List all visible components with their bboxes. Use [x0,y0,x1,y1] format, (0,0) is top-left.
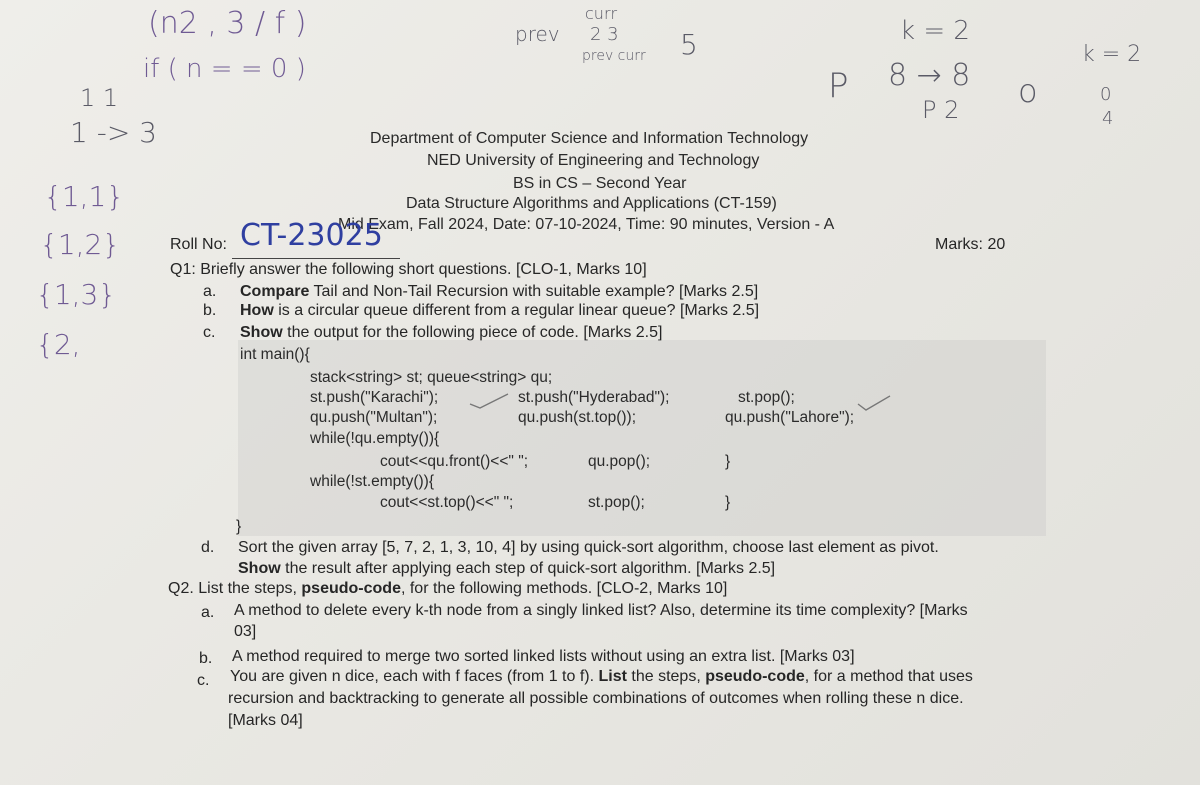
q1-c-body: the output for the following piece of code. [Marks 2.5] [282,324,663,341]
q2-c-text-2: recursion and backtracking to generate all possible combinations of outcomes when rolling these n dice. [228,690,964,707]
q1-c-label: c. [203,324,216,341]
university-title: NED University of Engineering and Technology [427,152,760,169]
q2-a-text-2: 03] [234,623,257,640]
q1-a-body: Tail and Non-Tail Recursion with suitable example? [Marks 2.5] [309,283,759,300]
q1-b-verb: How [240,302,274,319]
code-line-main: int main(){ [240,346,310,363]
q2-c-text-1a: You are given n dice, each with f faces (from 1 to f). [230,668,599,685]
handwritten-k2-right: k = 2 [1082,42,1142,67]
handwritten-set-2: {1,2} [40,228,121,261]
program-title: BS in CS – Second Year [513,175,687,192]
code-line-close-2: } [725,494,731,511]
code-line-st-pop: st.pop(); [738,389,795,406]
handwritten-right-0: 0 [1100,84,1112,105]
q2-c-bold-pseudo: pseudo-code [705,668,805,685]
q1-d-verb: Show [238,560,281,577]
roll-underline [232,258,400,259]
q1-a-label: a. [203,283,217,300]
q2-title-bold: pseudo-code [301,580,401,597]
pencil-tick-2 [856,394,896,414]
q2-title-a: Q2. List the steps, [168,580,302,597]
roll-number-handwritten: CT-23025 [240,218,383,253]
code-line-push-multan: qu.push("Multan"); [310,409,438,426]
handwritten-nums: 2 3 [590,24,619,45]
q1-a-verb: Compare [240,283,310,300]
roll-label: Roll No: [170,236,227,253]
q2-a-text-1: A method to delete every k-th node from a singly linked list? Also, determine its time complexity? [Marks [234,602,968,619]
marks-total: Marks: 20 [935,236,1006,253]
code-line-push-hyderabad: st.push("Hyderabad"); [518,389,670,406]
code-line-while-qu: while(!qu.empty()){ [310,430,440,447]
q1-b-label: b. [203,302,217,319]
handwritten-prev-curr: prev curr [582,48,646,64]
handwritten-p: P [828,66,849,106]
handwritten-sketch: 8 → 8 [888,58,971,93]
code-line-st-pop-2: st.pop(); [588,494,645,511]
q1-d-label: d. [201,539,215,556]
q1-b-text [240,302,759,320]
code-line-push-karachi: st.push("Karachi"); [310,389,439,406]
handwritten-circle: o [1018,72,1038,110]
handwritten-set-1: {1,1} [44,180,125,213]
code-line-push-lahore: qu.push("Lahore"); [725,409,855,426]
code-line-qu-pop: qu.pop(); [588,453,651,470]
exam-info: Mid Exam, Fall 2024, Date: 07-10-2024, Time: 90 minutes, Version - A [338,216,835,233]
code-line-cout-top: cout<<st.top()<<" "; [380,494,514,511]
q2-c-text-1b: the steps, [626,668,706,685]
handwritten-prev: prev [515,22,560,46]
handwritten-curr: curr [585,4,618,23]
handwritten-set-4: {2, [36,328,81,361]
q2-a-label: a. [201,604,215,621]
q2-title [168,580,727,598]
q2-c-label: c. [197,672,210,689]
code-line-decl: stack<string> st; queue<string> qu; [310,369,553,386]
q1-a-text [240,283,758,301]
q1-b-body: is a circular queue different from a regular linear queue? [Marks 2.5] [273,302,760,319]
code-line-push-top: qu.push(st.top()); [518,409,637,426]
q2-b-label: b. [199,650,213,667]
handwritten-set-3: {1,3} [36,278,117,311]
handwritten-top-left-2: if ( n = = 0 ) [143,54,306,84]
handwritten-top-left-1: (n2 , 3 / f ) [148,6,307,41]
q2-title-b: , for the following methods. [CLO-2, Marks 10] [400,580,728,597]
q1-d-body: the result after applying each step of quick-sort algorithm. [Marks 2.5] [280,560,776,577]
pencil-tick-1 [468,390,528,410]
q1-title: Q1: Briefly answer the following short questions. [CLO-1, Marks 10] [170,261,647,278]
q2-b-text: A method required to merge two sorted linked lists without using an extra list. [Marks 03] [232,648,855,665]
handwritten-11: 1 1 [80,84,119,112]
handwritten-p2: P 2 [922,96,960,124]
q2-c-text-1 [230,668,973,686]
course-title: Data Structure Algorithms and Applications (CT-159) [406,195,777,212]
handwritten-right-4: 4 [1102,108,1114,129]
handwritten-arrow: 1 -> 3 [70,116,157,149]
handwritten-k2: k = 2 [900,16,970,46]
q2-c-text-1c: , for a method that uses [804,668,973,685]
q2-c-text-3: [Marks 04] [228,712,303,729]
code-line-close-main: } [236,518,242,535]
q1-d-text: Sort the given array [5, 7, 2, 1, 3, 10, 4] by using quick-sort algorithm, choose last element as pivot. [238,539,939,556]
dept-title: Department of Computer Science and Information Technology [370,130,809,147]
code-line-cout-front: cout<<qu.front()<<" "; [380,453,529,470]
q1-c-verb: Show [240,324,283,341]
q2-c-bold-list: List [598,668,627,685]
handwritten-five: 5 [680,28,698,61]
code-line-close-1: } [725,453,731,470]
q1-d-text-2 [238,560,775,578]
code-line-while-st: while(!st.empty()){ [310,473,435,490]
